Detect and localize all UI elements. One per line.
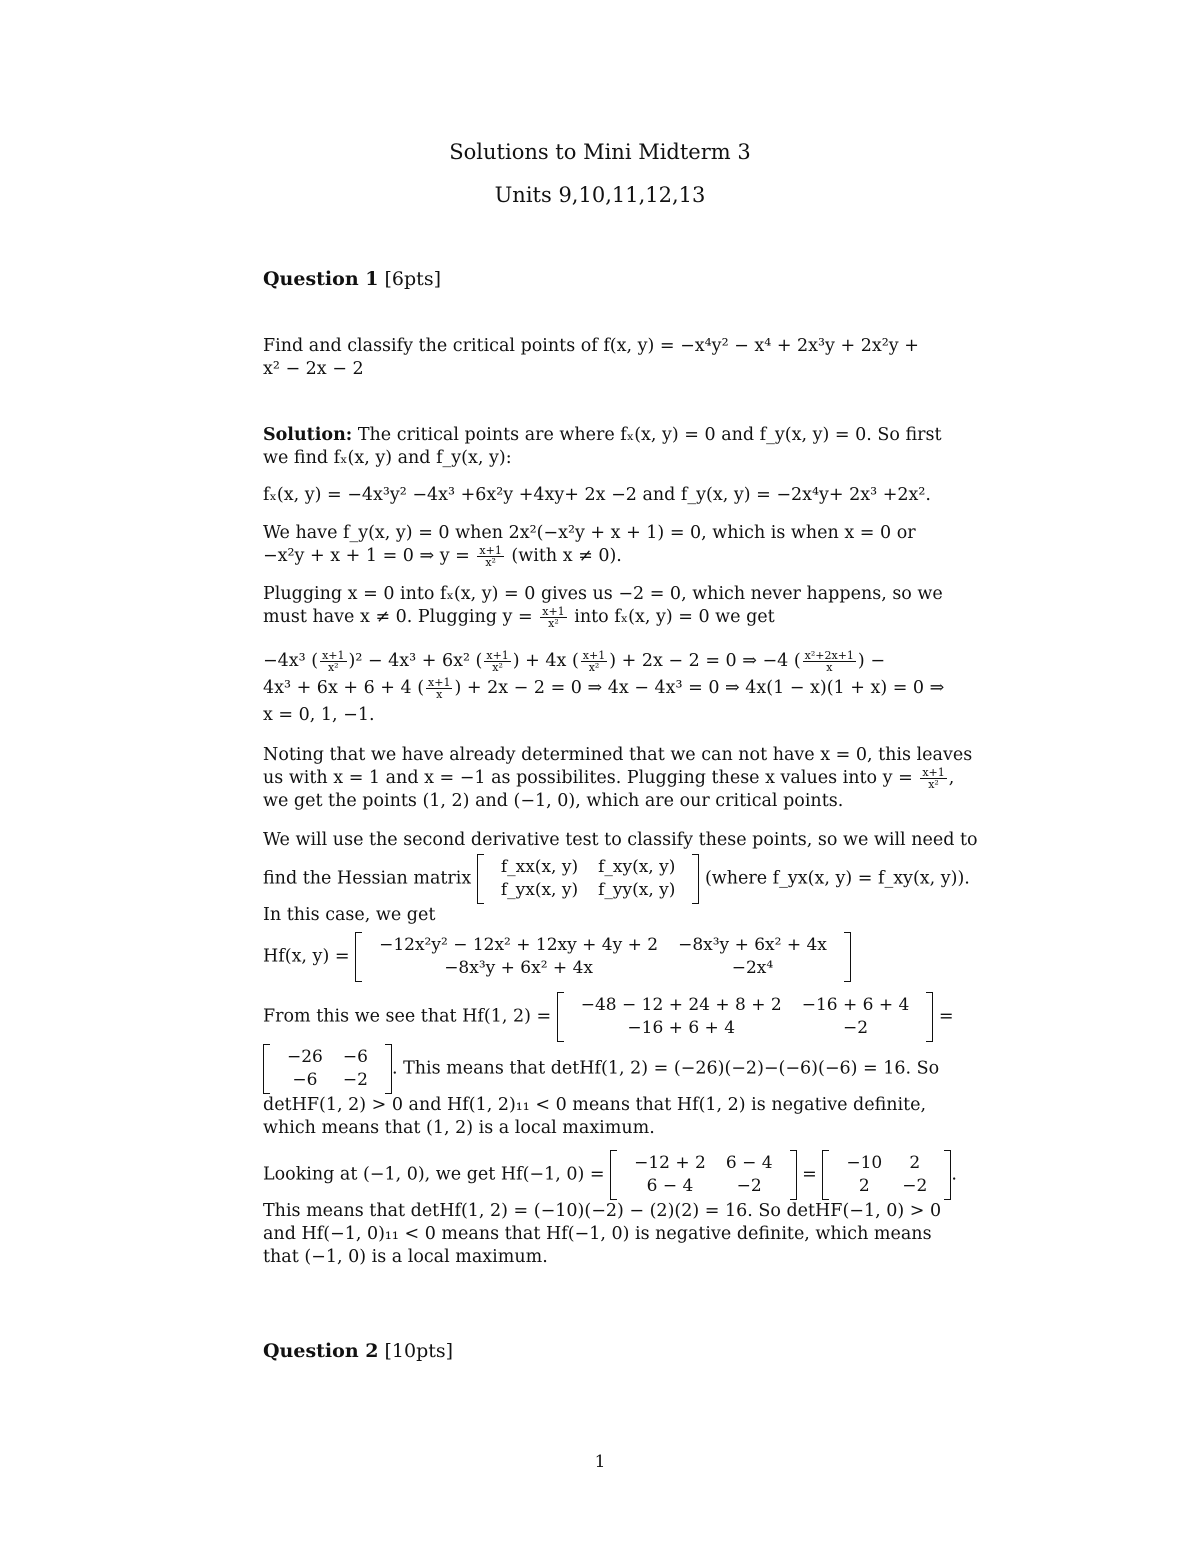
fraction: $\frac{x+1}{\text{x²}}$ [582, 649, 606, 674]
solution-text: that (−1, 0) is a local maximum. [263, 1247, 548, 1267]
fraction: $\frac{x+1}{x}$ [428, 676, 451, 701]
critical-points-paragraph: Noting that we have already determined that we can not have x = 0, this leaves us with x = 1 and x = −1 as possibilites. Plugging these x values into y = $\frac{x+1}{\text{x²}}$ , we get the points (1, 2) and (−1, 0), which are our critical points. [263, 745, 973, 811]
fraction: $\frac{x+1}{\text{x²}}$ [479, 544, 502, 569]
prompt-line: x² − 2x − 2 [263, 359, 364, 379]
substitution-derivation: −4x³ ( $\frac{x+1}{\text{x²}}$ )² − 4x³ + 6x² ( $\frac{x+1}{\text{x²}}$ ) + 4x ( $\frac{x+1}{\text{x²}}$ ) + 2x − 2 = 0 ⇒ −4 ( $\frac{\text{x²+2x+1}}{x}$ ) − 4x³ + 6x + 6 + 4 ( $\frac{x+1}{x}$ ) + 2x − 2 = 0 ⇒ 4x − 4x³ = 0 ⇒ 4x(1 − x)(1 + x) = 0 ⇒ x = 0, 1, −1. [263, 648, 938, 729]
question-label: Question 1 [263, 268, 379, 290]
solution-text: we find fₓ(x, y) and f_y(x, y): [263, 448, 512, 468]
question-1-prompt [263, 335, 938, 381]
fraction: $\frac{\text{x²+2x+1}}{x}$ [804, 649, 854, 674]
plugging-paragraph [263, 583, 943, 630]
hessian-at-minus1-0: Looking at (−1, 0), we get Hf(−1, 0) = −12 + 2 6 − 4 6 − 4 −2 = −10 2 2 −2 . This means that detHf(1, 2) = (−10)(−2) − (2)(2) = 16. So detHF(−1, 0) > 0 and Hf(−1, 0)₁₁ < 0 means that Hf(−1, 0) is negative definite, which means that (−1, 0) is a local maximum. [263, 1150, 963, 1269]
hessian-1-2-expanded: −48 − 12 + 24 + 8 + 2 −16 + 6 + 4 −16 + 6 + 4 −2 [557, 992, 934, 1042]
solution-text: −x²y + x + 1 = 0 ⇒ y = [263, 546, 470, 566]
solution-text: In this case, we get [263, 905, 436, 925]
hessian-1-2: −26 −6 −6 −2 [263, 1044, 392, 1094]
hessian-symbolic-matrix: f_xx(x, y) f_xy(x, y) f_yx(x, y) f_yy(x, y) [477, 854, 700, 904]
equation: x = 0, 1, −1. [263, 705, 375, 725]
solution-text: The critical points are where fₓ(x, y) = 0 and f_y(x, y) = 0. So first [357, 425, 942, 445]
partial-derivatives [263, 484, 938, 507]
equation: − 4x³ + 6x² [367, 651, 470, 671]
equation: + 2x − 2 = 0 ⇒ 4x − 4x³ = 0 ⇒ 4x(1 − x)(1 + x) = 0 ⇒ [466, 678, 945, 698]
document-subtitle: Units 9,10,11,12,13 [494, 183, 706, 207]
hessian-m1-0-expanded: −12 + 2 6 − 4 6 − 4 −2 [610, 1150, 796, 1200]
question-1-heading [263, 268, 441, 290]
solution-text: From this we see that Hf(1, 2) = [263, 1006, 552, 1027]
question-points: [10pts] [384, 1340, 454, 1362]
equation: fₓ(x, y) = −4x³y² −4x³ +6x²y +4xy+ 2x −2 and f_y(x, y) = −2x⁴y+ 2x³ +2x². [263, 485, 931, 505]
document-title: Solutions to Mini Midterm 3 [449, 140, 751, 164]
solution-text: which means that (1, 2) is a local maximum. [263, 1118, 655, 1138]
fraction: $\frac{x+1}{\text{x²}}$ [486, 649, 509, 674]
equation: + 2x − 2 = 0 ⇒ −4 [621, 651, 789, 671]
equation: 4x³ + 6x + 6 + 4 [263, 678, 412, 698]
hessian-general [263, 932, 938, 982]
solution-text: find the Hessian matrix [263, 868, 472, 889]
equation: + 4x [525, 651, 567, 671]
solution-text: We have f_y(x, y) = 0 when 2x²(−x²y + x + 1) = 0, which is when x = 0 or [263, 523, 916, 543]
equation-label: Hf(x, y) = [263, 946, 350, 967]
fraction: $\frac{x+1}{\text{x²}}$ [542, 605, 565, 630]
prompt-line: Find and classify the critical points of f(x, y) = −x⁴y² − x⁴ + 2x³y + 2x²y + [263, 336, 919, 356]
solution-text: detHF(1, 2) > 0 and Hf(1, 2)₁₁ < 0 means that Hf(1, 2) is negative definite, [263, 1095, 927, 1115]
solution-text: Noting that we have already determined that we can not have x = 0, this leaves [263, 745, 973, 765]
equation: − [870, 651, 885, 671]
hessian-at-1-2: From this we see that Hf(1, 2) = −48 − 12 + 24 + 8 + 2 −16 + 6 + 4 −16 + 6 + 4 −2 = −26 −6 −6 −2 . This means that detHf(1, 2) = (−26)(−2)−(−6)(−6) = 16. So detHF(1, 2) > 0 and Hf(1, 2)₁₁ < 0 means that Hf(1, 2) is negative definite, which means that (1, 2) is a local maximum. [263, 992, 963, 1140]
solution-text: into fₓ(x, y) = 0 we get [574, 607, 775, 627]
solution-text: (where f_yx(x, y) = f_xy(x, y)). [704, 868, 970, 889]
solution-text: This means that detHf(1, 2) = (−10)(−2) − (2)(2) = 16. So detHF(−1, 0) > 0 [263, 1201, 942, 1221]
hessian-m1-0: −10 2 2 −2 [822, 1150, 951, 1200]
hessian-matrix: −12x²y² − 12x² + 12xy + 4y + 2 −8x³y + 6x² + 4x −8x³y + 6x² + 4x −2x⁴ [355, 932, 851, 982]
solution-text: must have x ≠ 0. Plugging y = [263, 607, 533, 627]
fraction: $\frac{x+1}{\text{x²}}$ [922, 766, 945, 791]
solution-text: (with x ≠ 0). [511, 546, 622, 566]
question-label: Question 2 [263, 1340, 379, 1362]
solution-intro [263, 424, 942, 470]
solution-text: Plugging x = 0 into fₓ(x, y) = 0 gives us −2 = 0, which never happens, so we [263, 584, 943, 604]
solution-text: Looking at (−1, 0), we get Hf(−1, 0) = [263, 1164, 605, 1185]
equation: −4x³ [263, 651, 306, 671]
hessian-intro [263, 829, 978, 927]
fy-zero-paragraph [263, 522, 938, 568]
solution-label: Solution: [263, 425, 353, 445]
solution-text: we get the points (1, 2) and (−1, 0), which are our critical points. [263, 791, 844, 811]
page-number: 1 [594, 1452, 606, 1472]
solution-text: We will use the second derivative test to classify these points, so we will need to [263, 830, 978, 850]
question-points: [6pts] [384, 268, 441, 290]
fraction: $\frac{x+1}{\text{x²}}$ [322, 649, 345, 674]
question-2-heading [263, 1340, 453, 1362]
solution-text: and Hf(−1, 0)₁₁ < 0 means that Hf(−1, 0) is negative definite, which means [263, 1224, 932, 1244]
solution-text: us with x = 1 and x = −1 as possibilites. Plugging these x values into y = [263, 768, 913, 788]
solution-text: . This means that detHf(1, 2) = (−26)(−2)−(−6)(−6) = 16. So [391, 1058, 940, 1079]
